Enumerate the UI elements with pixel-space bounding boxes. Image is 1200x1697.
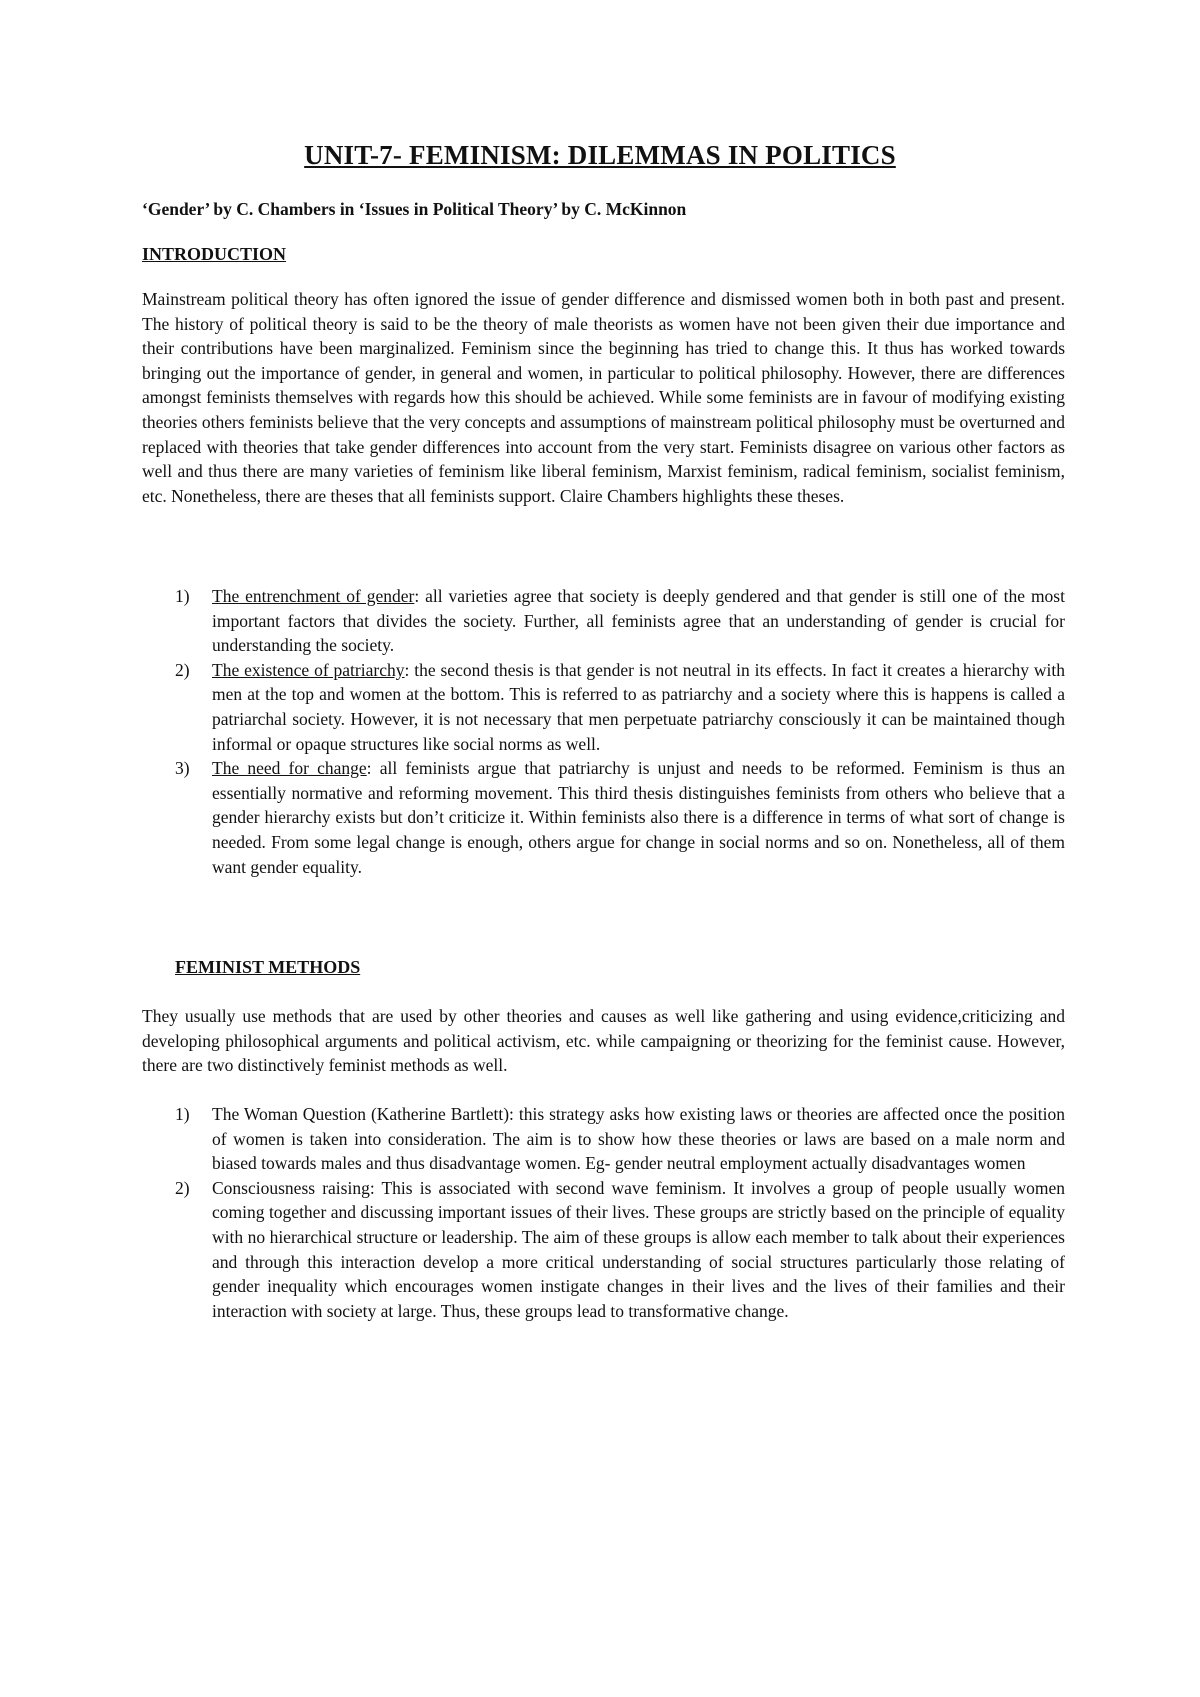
methods-list [0,1102,1200,1323]
list-item-number: 2) [175,659,190,680]
list-item [0,1176,1200,1324]
thesis-term: The need for change [212,758,367,779]
list-item-number: 3) [175,758,190,779]
list-item-number: 1) [175,586,190,606]
list-item [0,658,1200,756]
list-item-number: 2) [175,1177,190,1198]
list-item-body [212,756,1065,879]
thesis-term: The existence of patriarchy [212,659,405,680]
list-item [0,1102,1200,1176]
document-title: UNIT-7- FEMINISM: DILEMMAS IN POLITICS [304,140,896,170]
list-item-body: Consciousness raising: This is associated with second wave feminism. It involves a group of people usually women coming together and discussing important issues of their lives. These groups are strictly based on the principle of equality with no hierarchical structure or leadership. The aim of these groups is allow each member to talk about their experiences and through this interaction develop a more critical understanding of social structures particularly those relating of gender inequality which encourages women instigate changes in their lives and the lives of their families and their interaction with society at large. Thus, these groups lead to transformative change. [212,1177,1065,1321]
introduction-paragraph: Mainstream political theory has often ignored the issue of gender difference and dismissed women both in both past and present. The history of political theory is said to be the theory of male theorists as women have not been given their due importance and their contributions have been marginalized. Feminism since the beginning has tried to change this. It thus has worked towards bringing out the importance of gender, in general and women, in particular to political philosophy. However, there are differences amongst feminists themselves with regards how this should be achieved. While some feminists are in favour of modifying existing theories others feminists believe that the very concepts and assumptions of mainstream political philosophy must be overturned and replaced with theories that take gender differences into account from the very start. Feminists disagree on various other factors as well and thus there are many varieties of feminism like liberal feminism, Marxist feminism, radical feminism, socialist feminism, etc. Nonetheless, there are theses that all feminists support. Claire Chambers highlights these theses. [142,289,1065,506]
methods-heading: FEMINIST METHODS [175,957,361,977]
thesis-text: : all feminists argue that patriarchy is unjust and needs to be reformed. Feminism is thus an essentially normative and reforming movement. This third thesis distinguishes feminists from others who believe that a gender hierarchy exists but don’t criticize it. Within feminists also there is a difference in terms of what sort of change is needed. From some legal change is enough, others argue for change in social norms and so on. Nonetheless, all of them want gender equality. [212,758,1065,877]
introduction-heading: INTRODUCTION [142,244,287,264]
thesis-text: : the second thesis is that gender is not neutral in its effects. In fact it creates a hierarchy with men at the top and women at the bottom. This is referred to as patriarchy and a society where this is happens is called a patriarchal society. However, it is not necessary that men perpetuate patriarchy consciously it can be maintained though informal or opaque structures like social norms as well. [212,659,1065,754]
list-item-body [212,584,1065,658]
list-item [0,756,1200,879]
list-item [0,584,1200,658]
thesis-term: The entrenchment of gender [212,586,415,606]
list-item-body [212,658,1065,756]
list-item-body: The Woman Question (Katherine Bartlett): this strategy asks how existing laws or theories are affected once the position of women is taken into consideration. The aim is to show how these theories or laws are based on a male norm and biased towards males and thus disadvantage women. Eg- gender neutral employment actually disadvantages women [212,1104,1065,1174]
list-item-number: 1) [175,1104,190,1124]
document-subtitle: ‘Gender’ by C. Chambers in ‘Issues in Political Theory’ by C. McKinnon [142,199,687,219]
thesis-text: : all varieties agree that society is deeply gendered and that gender is still one of the most important factors that divides the society. Further, all feminists agree that an understanding of gender is crucial for understanding the society. [212,586,1065,656]
methods-paragraph: They usually use methods that are used by other theories and causes as well like gathering and using evidence,criticizing and developing philosophical arguments and political activism, etc. while campaigning or theorizing for the feminist cause. However, there are two distinctively feminist methods as well. [142,1006,1065,1076]
theses-list [0,584,1200,879]
